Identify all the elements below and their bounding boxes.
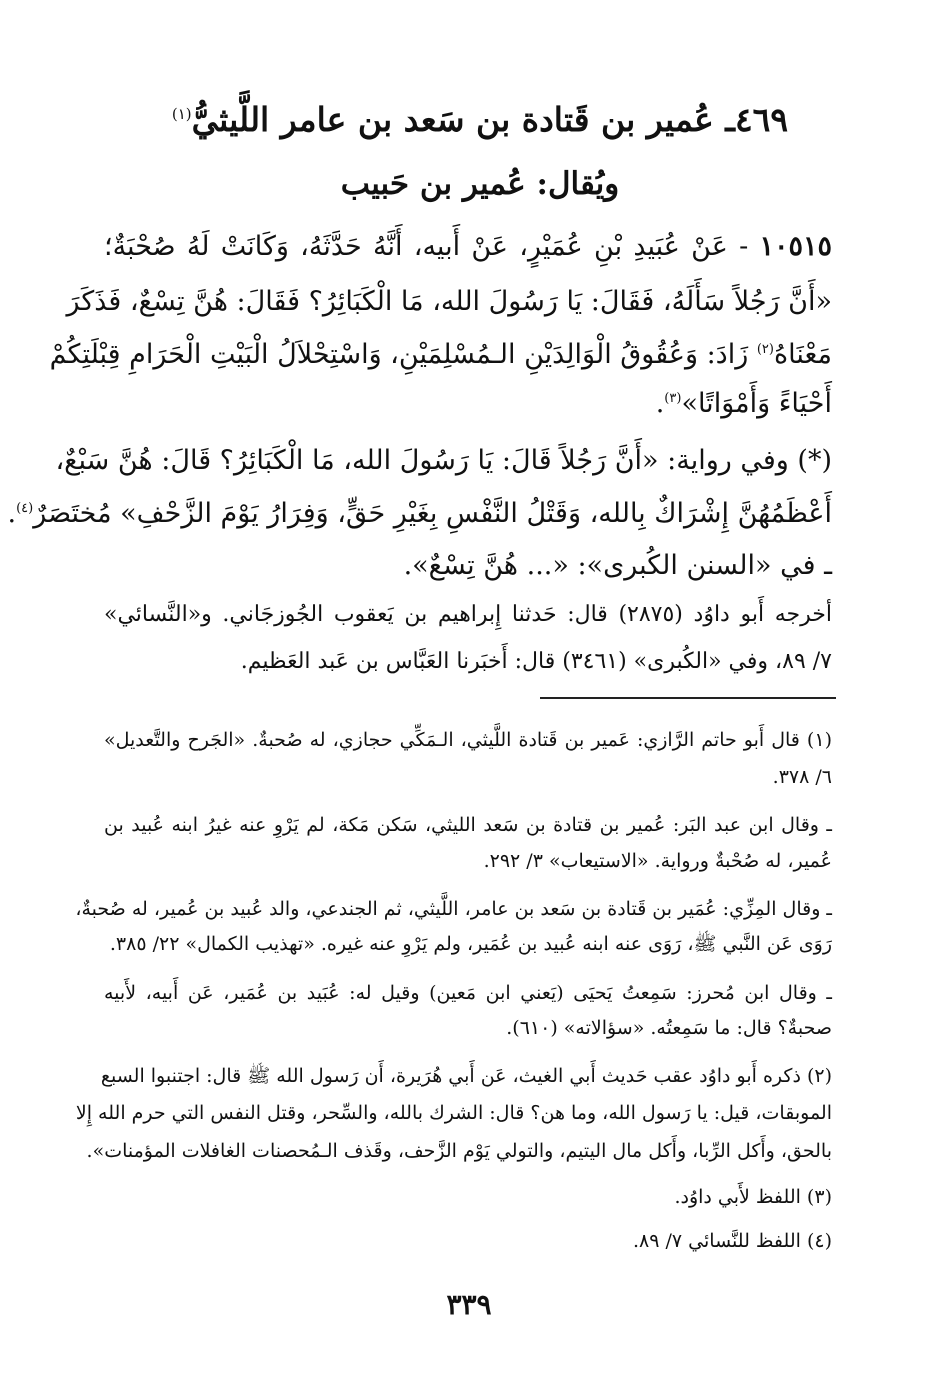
hadith-number: ١٠٥١٥ <box>759 231 832 262</box>
entry-title <box>110 100 850 139</box>
entry-title-text: ٤٦٩ـ عُمير بن قَتادة بن سَعد بن عامر اللَّيثيُّ <box>191 100 789 139</box>
footnote-1-line-5: ـ وقال المِزِّي: عُمَير بن قَتادة بن سَعد بن عامر، اللَّيثي، ثم الجندعي، والد عُبيد بن عُمير، له صُحبةٌ، <box>75 898 832 920</box>
riwaya-line-2-end: . <box>7 498 17 529</box>
footnote-ref-3: (٣) <box>664 391 682 406</box>
hadith-line-4-end: . <box>655 388 665 419</box>
footnote-ref-1: (١) <box>171 105 192 123</box>
hadith-line-1 <box>104 227 832 267</box>
kubra-variant-line: ـ في «السنن الكُبرى»: «... هُنَّ تِسْعٌ». <box>403 550 832 581</box>
footnote-divider <box>540 697 836 699</box>
footnote-1-line-7: ـ وقال ابن مُحرز: سَمِعتُ يَحيَى (يَعني ابن مَعين) وقيل له: عُبَيد بن عُمَير، عَن أَبيه، لأَبيه <box>104 982 832 1004</box>
takhrij-line-2: ٧/ ٨٩، وفي «الكُبرى» (٣٤٦١) قال: أَخبَرنا العَبَّاس بن عَبد العَظيم. <box>240 649 832 674</box>
hadith-line-3 <box>49 330 832 375</box>
footnote-3: (٣) اللفظ لأَبي داوُد. <box>674 1186 832 1208</box>
abridged-label: مُختَصَرٌ <box>33 498 112 529</box>
footnote-1-line-8: صحبةٌ؟ قال: ما سَمِعتُه. «سؤالاته» (٦١٠). <box>506 1017 832 1039</box>
hadith-line-2: «أَنَّ رَجُلاً سَأَلَهُ، فَقَالَ: يَا رَسُولَ الله، مَا الْكَبَائِرُ؟ فَقَالَ: هُنَّ تِسْعٌ، فَذَكَرَ <box>66 286 832 317</box>
hadith-line-3-start: مَعْنَاهُ <box>773 339 832 370</box>
hadith-line-4-text: أَحْيَاءً وَأَمْوَاتًا» <box>681 388 832 419</box>
footnote-1-line-4: عُمير، له صُحْبةٌ ورواية. «الاستيعاب» ٣/ ٢٩٢. <box>483 850 832 872</box>
footnote-2-line-3: بالحق، وأَكل الرِّبا، وأَكل مال اليتيم، والتولي يَوْم الزَّحف، وقَذف الـمُحصنات الغافلات المؤمنات». <box>86 1140 832 1162</box>
footnote-1-line-1: (١) قال أَبو حاتم الرَّازي: عَمير بن قَتادة اللَّيثي، الـمَكِّي حجازي، له صُحبةٌ. «الجَرح والتَّعديل» <box>104 729 832 751</box>
footnote-ref-4: (٤) <box>16 501 34 516</box>
hadith-line-3-text: زَادَ: وَعُقُوقُ الْوَالِدَيْنِ الـمُسْلِمَيْنِ، وَاسْتِحْلاَلُ الْبَيْتِ الْحَرَامِ قِبْلَتِكُمْ <box>49 339 749 370</box>
footnote-1-line-2: ٦/ ٣٧٨. <box>772 766 832 788</box>
footnote-2-line-1: (٢) ذكره أَبو داوُد عقب حَديث أَبي الغيث، عَن أَبي هُرَيرة، أَن رَسول الله ﷺ قال: اجتنبوا السبع <box>100 1065 832 1087</box>
page-number: ٣٣٩ <box>446 1288 492 1321</box>
footnote-ref-2: (٢) <box>756 342 774 357</box>
entry-subtitle: ويُقال: عُمير بن حَبيب <box>340 166 620 202</box>
hadith-line-4 <box>104 379 832 424</box>
riwaya-line-2 <box>7 489 832 534</box>
footnote-1-line-6: رَوَى عَن النَّبي ﷺ، رَوَى عنه ابنه عُبيد بن عُمَير، ولم يَرْوِ عنه غيره. «تهذيب الكمال» ٢٢/ ٣٨٥. <box>109 933 832 955</box>
hadith-line-1-text: - عَنْ عُبَيدِ بْنِ عُمَيْرٍ، عَنْ أَبيه، أَنَّهُ حَدَّثَهُ، وَكَانَتْ لَهُ صُحْبَةٌ؛ <box>104 231 749 262</box>
footnote-2-line-2: الموبقات، قيل: يا رَسول الله، وما هن؟ قال: الشرك بالله، والسِّحر، وقتل النفس التي حرم الله إِلا <box>75 1102 832 1124</box>
takhrij-line-1: أخرجه أَبو داوُد (٢٨٧٥) قال: حَدثنا إِبراهيم بن يَعقوب الجُوزجَاني. و«النَّسائي» <box>104 602 832 627</box>
footnote-1-line-3: ـ وقال ابن عبد البَر: عُمير بن قتادة بن سَعد الليثي، سَكن مَكة، لم يَرْوِ عنه غيرُ ابنه عُبيد بن <box>104 814 832 836</box>
riwaya-line-2-text: أَعْظَمُهُنَّ إِشْرَاكٌ بِالله، وَقَتْلُ النَّفْسِ بِغَيْرِ حَقٍّ، وَفِرَارُ يَوْمَ الزَّحْفِ» <box>120 498 832 529</box>
riwaya-line-1: (*) وفي رواية: «أَنَّ رَجُلاً قَالَ: يَا رَسُولَ الله، مَا الْكَبَائِرُ؟ قَالَ: هُنَّ سَبْعٌ، <box>55 445 832 476</box>
footnote-4: (٤) اللفظ للنَّسائي ٧/ ٨٩. <box>633 1230 832 1252</box>
